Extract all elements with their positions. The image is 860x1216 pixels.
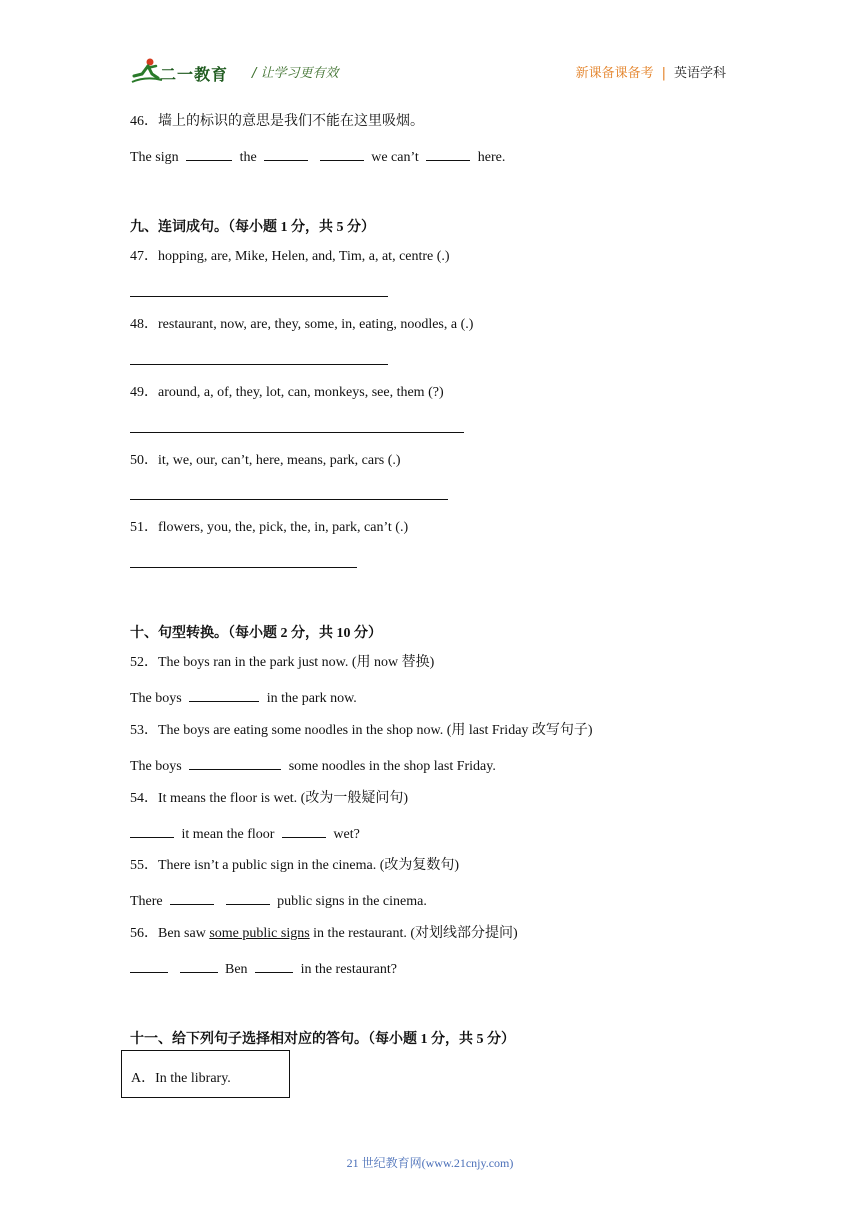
q56-blank-2[interactable]: [180, 959, 218, 973]
q55-text-1: There: [130, 894, 163, 909]
slogan: / 让学习更有效: [252, 66, 339, 81]
q54-text-2: wet?: [333, 827, 360, 842]
q46-blank-3[interactable]: [320, 147, 364, 161]
runner-logo-icon: [130, 56, 164, 88]
q54-blank-2[interactable]: [282, 824, 326, 838]
q48-prompt: 48．restaurant, now, are, they, some, in, eating, noodles, a (.): [130, 317, 474, 332]
q46-prompt: 46．墙上的标识的意思是我们不能在这里吸烟。: [130, 114, 424, 129]
q56-text-1b: Ben: [225, 962, 248, 977]
q53-blank[interactable]: [189, 756, 281, 770]
q47-answer-line[interactable]: [130, 296, 388, 297]
q56-blank-3[interactable]: [255, 959, 293, 973]
header-separator: |: [661, 66, 666, 81]
q55-text-2: public signs in the cinema.: [277, 894, 427, 909]
section-10-title: 十、句型转换。（每小题 2 分，共 10 分）: [130, 626, 382, 641]
page-header: [130, 56, 726, 88]
q56-text-2: in the restaurant. (对划线部分提问): [309, 926, 518, 941]
q54-text-1: it mean the floor: [181, 827, 275, 842]
q46-text-4: here.: [477, 150, 506, 165]
q46-blank-4[interactable]: [426, 147, 470, 161]
q55-answer: [130, 891, 427, 911]
q51-answer-line[interactable]: [130, 567, 357, 568]
option-a: A．In the library.: [131, 1071, 231, 1086]
q56-text-1: 56．Ben saw: [130, 926, 210, 941]
q49-answer-line[interactable]: [130, 432, 464, 433]
q52-text-1: The boys: [130, 691, 182, 706]
q54-blank-1[interactable]: [130, 824, 174, 838]
q56-prompt: [130, 925, 518, 943]
header-course: 新课备课备考: [575, 66, 654, 81]
q46-blank-1[interactable]: [186, 147, 232, 161]
page-footer: 21 世纪教育网(www.21cnjy.com): [346, 1156, 514, 1170]
q46-answer-line: [130, 147, 505, 167]
q55-blank-2[interactable]: [226, 891, 270, 905]
logo-text: 二一教育: [160, 65, 229, 84]
q47-prompt: 47．hopping, are, Mike, Helen, and, Tim, a, at, centre (.): [130, 249, 450, 264]
q56-blank-1[interactable]: [130, 959, 168, 973]
q53-prompt: 53．The boys are eating some noodles in the shop now. (用 last Friday 改写句子): [130, 723, 593, 738]
q46-text-2: the: [239, 150, 257, 165]
q56-answer: [130, 959, 397, 979]
q50-answer-line[interactable]: [130, 499, 448, 500]
q54-answer: [130, 824, 360, 844]
q53-text-2: some noodles in the shop last Friday.: [288, 759, 496, 774]
q56-underlined-phrase: some public signs: [209, 926, 310, 941]
q46-text-1: The sign: [130, 150, 179, 165]
q48-answer-line[interactable]: [130, 364, 388, 365]
q54-prompt: 54．It means the floor is wet. (改为一般疑问句): [130, 791, 409, 806]
q53-text-1: The boys: [130, 759, 182, 774]
q53-answer: [130, 756, 496, 776]
q46-text-3: we can’t: [371, 150, 419, 165]
q55-prompt: 55．There isn’t a public sign in the cinema. (改为复数句): [130, 858, 460, 873]
q51-prompt: 51．flowers, you, the, pick, the, in, park, can’t (.): [130, 520, 409, 535]
q52-answer: [130, 688, 357, 708]
q49-prompt: 49．around, a, of, they, lot, can, monkeys, see, them (?): [130, 385, 444, 400]
q52-text-2: in the park now.: [266, 691, 357, 706]
header-subject-name: 英语学科: [673, 66, 726, 81]
q56-text-2b: in the restaurant?: [300, 962, 397, 977]
section-11-title: 十一、给下列句子选择相对应的答句。（每小题 1 分，共 5 分）: [130, 1032, 515, 1047]
q55-blank-1[interactable]: [170, 891, 214, 905]
q50-prompt: 50．it, we, our, can’t, here, means, park, cars (.): [130, 453, 401, 468]
q52-blank[interactable]: [189, 688, 259, 702]
logo: [130, 56, 240, 88]
section-9-title: 九、连词成句。（每小题 1 分，共 5 分）: [130, 220, 375, 235]
option-box: [121, 1050, 290, 1098]
q52-prompt: 52．The boys ran in the park just now. (用 now 替换): [130, 655, 435, 670]
q46-blank-2[interactable]: [264, 147, 308, 161]
header-subject: [576, 62, 726, 81]
